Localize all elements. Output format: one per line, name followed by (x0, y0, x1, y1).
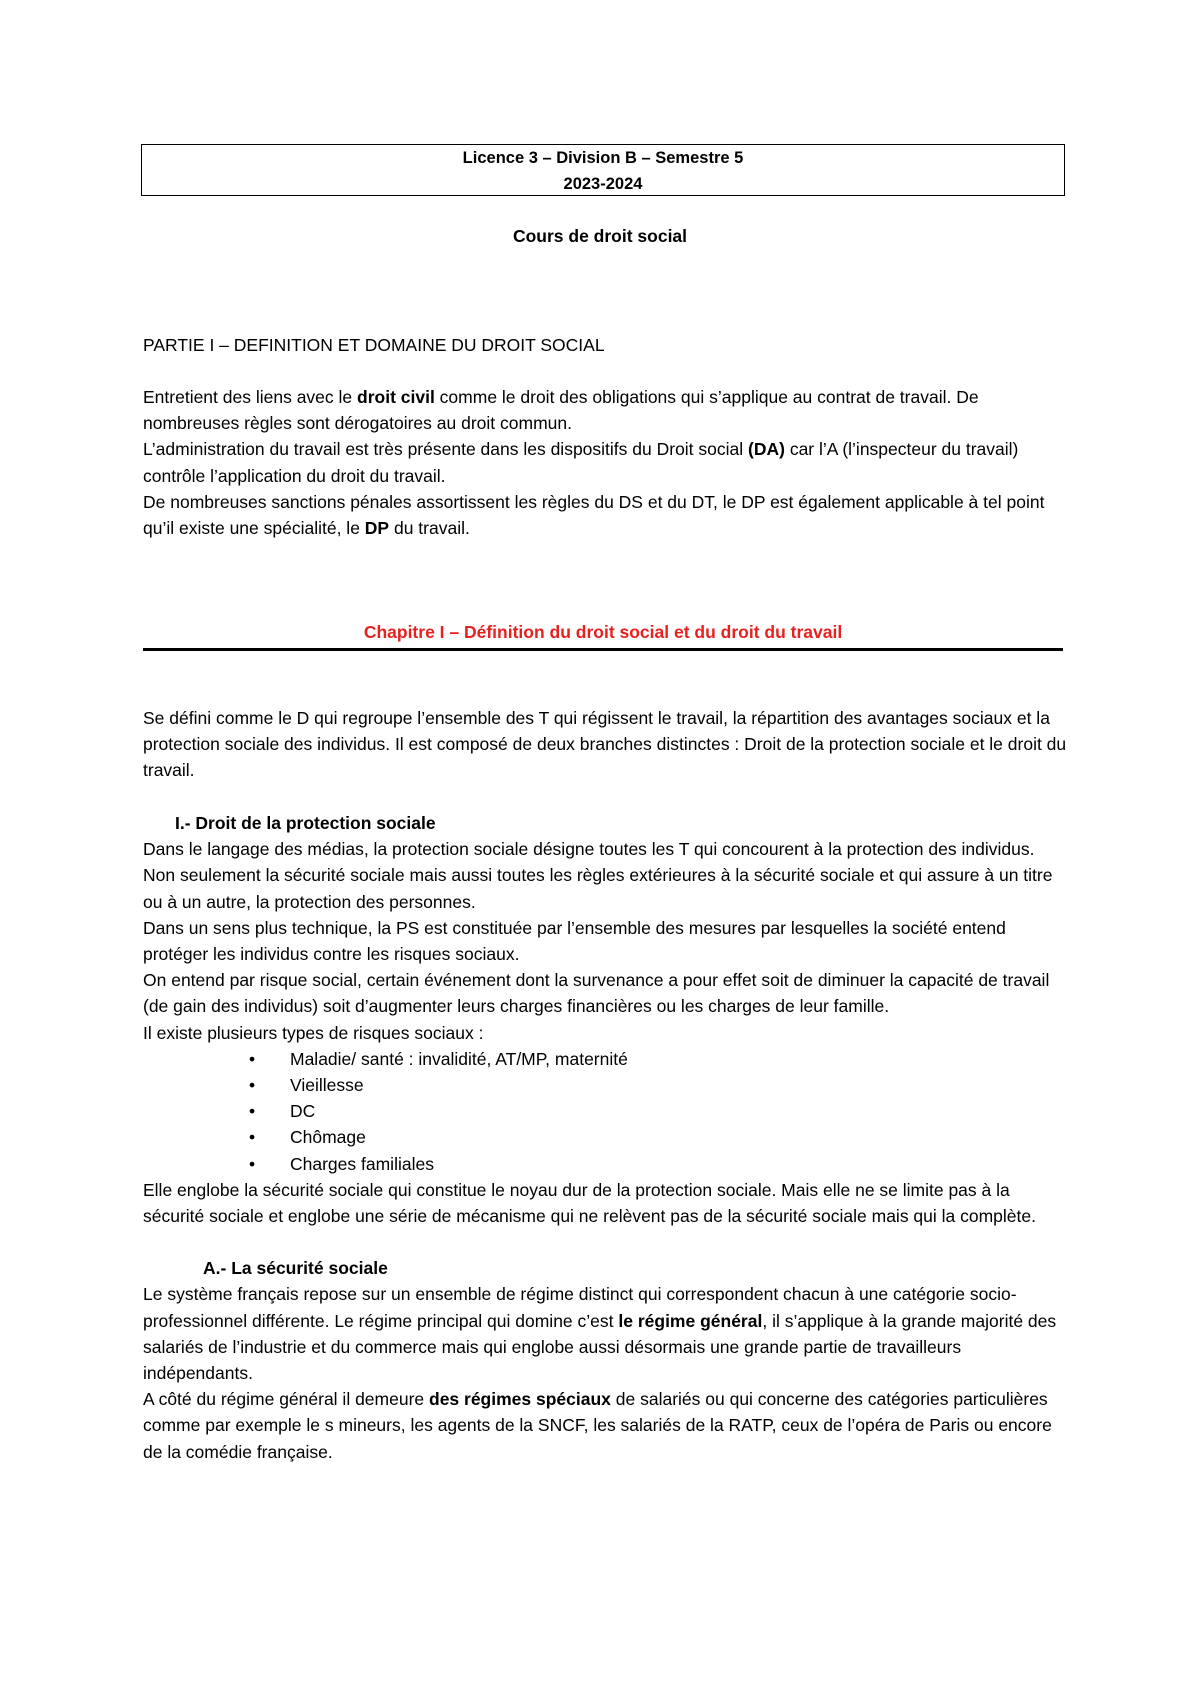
header-program: Licence 3 – Division B – Semestre 5 (462, 149, 744, 167)
section-paragraph-1: Dans le langage des médias, la protection sociale désigne toutes les T qui concourent à la protection des individus. Non seulement la sécurité sociale mais aussi toutes les règles extérieures à la sécurité sociale et qui assure à un titre ou à un autre, la protection des personnes. (143, 839, 1053, 912)
header-year: 2023-2024 (563, 175, 643, 193)
list-item: • DC (143, 1098, 1068, 1124)
section-protection-sociale (143, 810, 1068, 1465)
intro-paragraph-2: L’administration du travail est très présente dans les dispositifs du Droit social (DA) car l’A (l’inspecteur du travail) contrôle l’application du droit du travail. (143, 439, 1019, 486)
section-heading: I.- Droit de la protection sociale (175, 813, 436, 833)
subsection-paragraph-1: Le système français repose sur un ensemble de régime distinct qui correspondent chacun à une catégorie socio-professionnel différente. Le régime principal qui domine c’est le régime général, il s’applique à la grande majorité des salariés de l’industrie et du commerce mais qui englobe aussi désormais une grande partie de travailleurs indépendants. (143, 1284, 1057, 1384)
section-paragraph-3: On entend par risque social, certain événement dont la survenance a pour effet soit de diminuer la capacité de travail (de gain des individus) soit d’augmenter leurs charges financières ou les charges de leur famille. (143, 970, 1050, 1017)
chapter-title: Chapitre I – Définition du droit social et du droit du travail (363, 622, 843, 642)
definition-paragraph (143, 705, 1068, 784)
list-item: • Chômage (143, 1124, 1068, 1150)
intro-paragraph-1: Entretient des liens avec le droit civil comme le droit des obligations qui s’applique au contrat de travail. De nombreuses règles sont dérogatoires au droit commun. (143, 387, 979, 434)
intro-block (143, 384, 1068, 541)
section-paragraph-5: Elle englobe la sécurité sociale qui constitue le noyau dur de la protection sociale. Mais elle ne se limite pas à la sécurité sociale et englobe une série de mécanisme qui ne relèvent pas de la sécurité sociale mais qui la complète. (143, 1179, 1036, 1227)
risk-list (143, 1046, 1068, 1177)
subsection-paragraph-2: A côté du régime général il demeure des régimes spéciaux de salariés ou qui concerne des catégories particulières comme par exemple le s mineurs, les agents de la SNCF, les salariés de la RATP, ceux de l’opéra de Paris ou encore de la comédie française. (143, 1389, 1052, 1462)
course-title: Cours de droit social (512, 226, 688, 246)
chapter-divider (143, 648, 1063, 651)
list-item: • Maladie/ santé : invalidité, AT/MP, maternité (143, 1046, 1068, 1072)
intro-paragraph-3: De nombreuses sanctions pénales assortissent les règles du DS et du DT, le DP est également applicable à tel point qu’il existe une spécialité, le DP du travail. (143, 491, 1045, 539)
subsection-heading: A.- La sécurité sociale (203, 1258, 388, 1279)
section-paragraph-2: Dans un sens plus technique, la PS est constituée par l’ensemble des mesures par lesquelles la société entend protéger les individus contre les risques sociaux. (143, 917, 1006, 965)
section-paragraph-4: Il existe plusieurs types de risques sociaux : (143, 1022, 484, 1043)
list-item: • Vieillesse (143, 1072, 1068, 1098)
definition-text: Se défini comme le D qui regroupe l’ensemble des T qui régissent le travail, la répartition des avantages sociaux et la protection sociale des individus. Il est composé de deux branches distinctes : Droit de la protection sociale et le droit du travail. (143, 708, 1067, 781)
part-title: PARTIE I – DEFINITION ET DOMAINE DU DROIT SOCIAL (143, 335, 605, 355)
list-item: • Charges familiales (143, 1151, 1068, 1177)
header-box (141, 144, 1065, 196)
